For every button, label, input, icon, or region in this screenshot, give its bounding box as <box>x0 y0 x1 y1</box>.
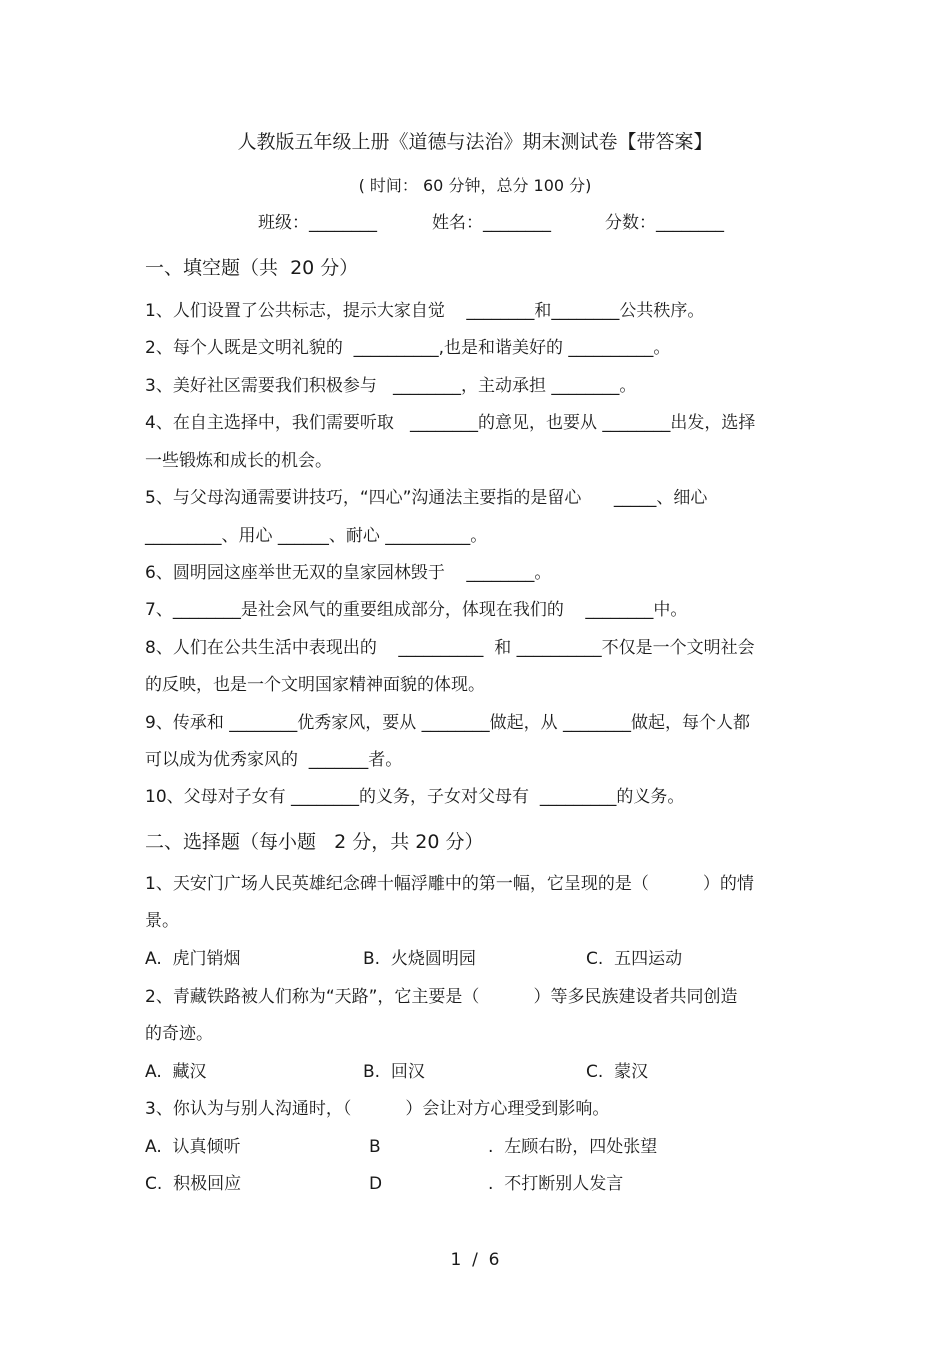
question-line: 景。 <box>145 911 179 931</box>
class-field: 班级：________ <box>258 213 377 233</box>
name-field: 姓名：________ <box>432 213 551 233</box>
section-heading-multiple-choice: 二、选择题（每小题 2 分，共 20 分） <box>145 831 484 853</box>
question-line: 的反映，也是一个文明国家精神面貌的体现。 <box>145 675 485 695</box>
question-line: 7、________是社会风气的重要组成部分，体现在我们的 ________中。 <box>145 600 688 620</box>
document-title: 人教版五年级上册《道德与法治》期末测试卷【带答案】 <box>237 131 713 153</box>
question-line: 2、每个人既是文明礼貌的 __________,也是和谐美好的 __________。 <box>145 338 671 358</box>
option-d-text: . 不打断别人发言 <box>488 1174 624 1194</box>
question-line: 8、人们在公共生活中表现出的 __________ 和 __________不仅是一个文明社会 <box>145 638 755 658</box>
option-b-letter: B <box>369 1137 381 1157</box>
question-line: 5、与父母沟通需要讲技巧，“四心”沟通法主要指的是留心 _____、细心 <box>145 488 708 508</box>
question-line: 可以成为优秀家风的 _______者。 <box>145 750 403 770</box>
section-heading-fill-blank: 一、填空题（共 20 分） <box>145 257 359 279</box>
question-line: _________、用心 ______、耐心 __________。 <box>145 526 488 546</box>
option-c: C. 积极回应 <box>145 1174 242 1194</box>
question-line: 1、天安门广场人民英雄纪念碑十幅浮雕中的第一幅，它呈现的是（ ）的情 <box>145 874 754 894</box>
option-a: A. 藏汉 <box>145 1062 207 1082</box>
option-c: C. 蒙汉 <box>586 1062 649 1082</box>
question-line: 一些锻炼和成长的机会。 <box>145 451 332 471</box>
question-line: 4、在自主选择中，我们需要听取 ________的意见，也要从 ________出发，选择 <box>145 413 756 433</box>
option-b-text: . 左顾右盼，四处张望 <box>488 1137 658 1157</box>
option-b: B. 回汉 <box>363 1062 425 1082</box>
question-line: 2、青藏铁路被人们称为“天路”，它主要是（ ）等多民族建设者共同创造 <box>145 987 738 1007</box>
exam-time-info: ( 时间： 60 分钟，总分 100 分) <box>358 176 592 195</box>
question-line: 3、你认为与别人沟通时，（ ）会让对方心理受到影响。 <box>145 1099 610 1119</box>
option-a: A. 虎门销烟 <box>145 949 241 969</box>
page-number: 1 / 6 <box>450 1250 500 1270</box>
question-line: 的奇迹。 <box>145 1024 213 1044</box>
question-line: 3、美好社区需要我们积极参与 ________，主动承担 ________。 <box>145 376 637 396</box>
question-line: 9、传承和 ________优秀家风，要从 ________做起，从 ________做起，每个人都 <box>145 713 751 733</box>
option-b: B. 火烧圆明园 <box>363 949 476 969</box>
question-line: 1、人们设置了公共标志，提示大家自觉 ________和________公共秩序。 <box>145 301 705 321</box>
score-field: 分数：________ <box>605 213 724 233</box>
option-a: A. 认真倾听 <box>145 1137 241 1157</box>
question-line: 10、父母对子女有 ________的义务，子女对父母有 _________的义务。 <box>145 787 685 807</box>
option-c: C. 五四运动 <box>586 949 683 969</box>
question-line: 6、圆明园这座举世无双的皇家园林毁于 ________。 <box>145 563 552 583</box>
option-d-letter: D <box>369 1174 383 1194</box>
